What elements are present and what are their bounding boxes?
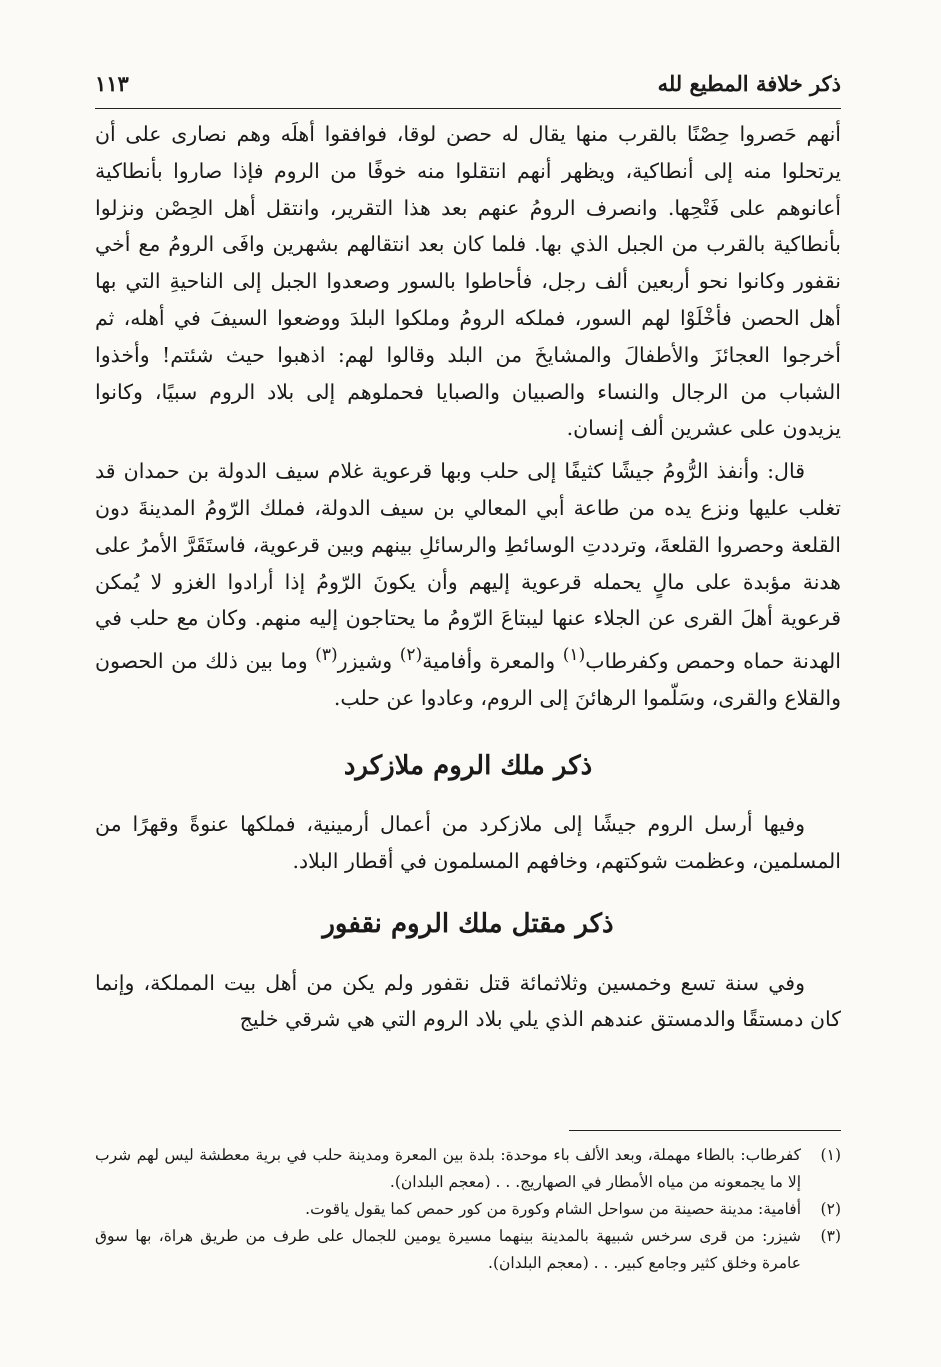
paragraph-3: وفيها أرسل الروم جيشًا إلى ملازكرد من أعمال أرمينية، فملكها عنوةً وقهرًا من المسلمين، وعظمت شوكتهم، وخافهم المسلمون في أقطار البلاد. (95, 811, 841, 873)
footnote-1 (95, 1142, 841, 1196)
footnote-divider (569, 1130, 841, 1131)
paragraph-2 (95, 453, 841, 716)
footnote-3 (95, 1223, 841, 1277)
running-header (95, 62, 841, 104)
paragraph-2-text-b: والمعرة وأفامية (422, 648, 563, 673)
paragraph-2-text-a: قال: وأنفذ الرُّومُ جيشًا كثيفًا إلى حلب وبها قرعوية غلام سيف الدولة بن حمدان قد تغلب عليها ونزع يده من طاعة أبي المعالي بن سيف الدولة، فملك الرّومُ المدينةَ دون القلعة وحصروا القلعةَ، وترددتِ الوسائطِ والرسائلِ بينهم وبين قرعوية، فاستَقَرَّ الأمرُ على هدنة مؤبدة على مالٍ يحمله قرعوية إليهم وأن يكونَ الرّومُ إذا أرادوا الغزو لا يُمكن قرعوية أهلَ القرى عن الجلاء عنها ليبتاعَ الرّومُ ما يحتاجون إليه منهم. وكان مع حلب في الهدنة حماه وحمص وكفرطاب (95, 459, 841, 673)
running-title: ذكر خلافة المطيع لله (657, 70, 841, 96)
footnote-ref-3: (٣) (315, 645, 338, 666)
footnotes (95, 1142, 841, 1277)
main-text (95, 116, 841, 1038)
footnote-2 (95, 1196, 841, 1223)
footnote-text: كفرطاب: بالطاء مهملة، وبعد الألف باء موحدة: بلدة بين المعرة ومدينة حلب في برية معطشة ليس لهم شرب إلا ما يجمعونه من مياه الأمطار في الصهاريج. . . (معجم البلدان). (95, 1146, 801, 1191)
footnote-number: (٢) (820, 1200, 841, 1218)
page-number: ١١٣ (95, 70, 129, 96)
footnote-text: شيزر: من قرى سرخس شبيهة بالمدينة بينهما مسيرة يومين للجمال على طرف من طريق هراة، بها سوق عامرة وخلق كثير وجامع كبير. . . (معجم البلدان). (95, 1227, 801, 1272)
header-divider (95, 108, 841, 109)
paragraph-2-text-d: وما بين ذلك من الحصون والقلاع والقرى، وسَلّموا الرهائنَ إلى الروم، وعادوا عن حلب. (95, 648, 841, 710)
footnote-ref-1: (١) (562, 645, 586, 666)
section-heading-malazgird: ذكر ملك الروم ملازكرد (343, 750, 593, 781)
section-heading-nikephoros: ذكر مقتل ملك الروم نقفور (322, 909, 614, 940)
footnote-text: أفامية: مدينة حصينة من سواحل الشام وكورة من كور حمص كما يقول ياقوت. (305, 1200, 801, 1218)
footnote-ref-2: (٢) (399, 645, 423, 666)
footnote-number: (١) (820, 1146, 841, 1164)
paragraph-1: أنهم حَصروا حِصْنًا بالقرب منها يقال له حصن لوقا، فوافقوا أهلَه وهم نصارى على أن يرتحلوا منه إلى أنطاكية، ويظهر أنهم انتقلوا منه خوفًا من الروم فإذا صاروا بأنطاكية أعانوهم على فَتْحِها. وانصرف الرومُ عنهم بعد هذا التقرير، وانتقل أهل الحِصْن ونزلوا بأنطاكية بالقرب من الجبل الذي بها. فلما كان بعد انتقالهم بشهرين وافَى الرومُ مع أخي نقفور وكانوا نحو أربعين ألف رجل، فأحاطوا بالسور وصعدوا الجبل إلى الناحيةِ التي بها أهل الحصن فأخْلَوْا لهم السور، فملكه الرومُ وملكوا البلدَ ووضعوا السيفَ في أهله، ثم أخرجوا العجائزَ والأطفالَ والمشايخَ من البلد وقالوا لهم: اذهبوا حيث شئتم! وأخذوا الشباب من الرجال والنساء والصبيان والصبايا فحملوهم إلى بلاد الروم سبيًا، وكانوا يزيدون على عشرين ألف إنسان. (95, 122, 841, 441)
paragraph-2-text-c: وشيزر (337, 648, 400, 673)
paragraph-4: وفي سنة تسع وخمسين وثلاثمائة قتل نقفور ولم يكن من أهل بيت المملكة، وإنما كان دمستقًا والدمستق عندهم الذي يلي بلاد الروم التي هي شرقي خليج (95, 970, 841, 1032)
footnote-number: (٣) (820, 1227, 841, 1245)
